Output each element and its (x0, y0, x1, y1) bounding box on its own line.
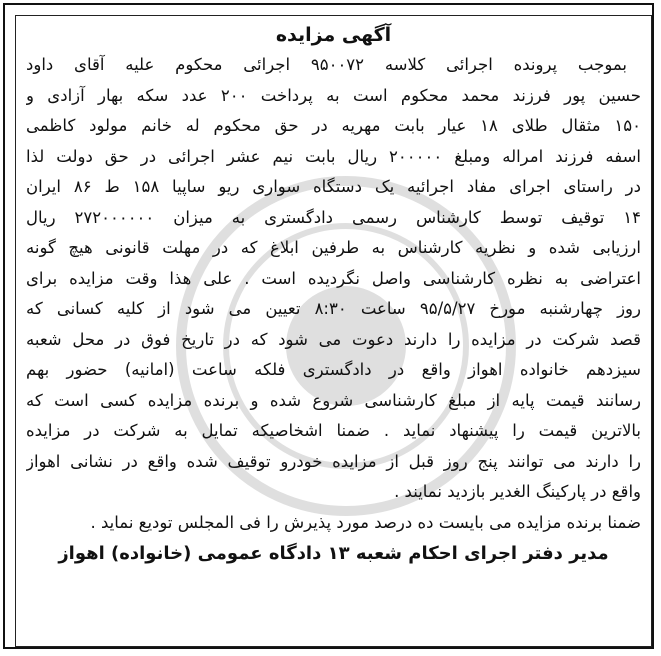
notice-title: آگهی مزایده (275, 24, 392, 46)
body-line-6: ۱۴ توقیف توسط کارشناس رسمی دادگستری به میزان ۲۷۲۰۰۰۰۰۰ ریال (26, 207, 641, 227)
body-line-9: روز چهارشنبه مورخ ۹۵/۵/۲۷ ساعت ۸:۳۰ تعیین می شود از کلیه کسانی که (26, 299, 641, 318)
inner-border (15, 15, 652, 647)
body-line-10: قصد شرکت در مزایده را دارند دعوت می شود که در تاریخ فوق در محل شعبه (26, 329, 641, 349)
body-line-11: سیزدهم خانواده اهواز واقع در دادگستری فلکه ساعت (امانیه) حضور بهم (26, 360, 641, 379)
body-line-3: ۱۵۰ مثقال طلای ۱۸ عیار بابت مهریه در حق محکوم له خانم مولود کاظمی (26, 116, 641, 135)
body-line-1: بموجب پرونده اجرائی کلاسه ۹۵۰۰۷۲ اجرائی محکوم علیه آقای داود (26, 55, 627, 74)
notice-content (26, 20, 641, 642)
signature-line: مدیر دفتر اجرای احکام شعبه ۱۳ دادگاه عمومی (خانواده) اهواز (58, 543, 609, 564)
body-line-4: اسفه فرزند امراله ومبلغ ۲۰۰۰۰۰ ریال بابت نیم عشر اجرائی در حق دولت لذا (26, 146, 641, 166)
body-line-15: واقع در پارکینگ الغدیر بازدید نمایند . (394, 482, 641, 501)
body-line-8: اعتراضی به نظره کارشناسی واصل نگردیده است . علی هذا وقت مزایده برای (26, 268, 641, 288)
body-line-2: حسین پور فرزند محمد محکوم است به پرداخت ۲۰۰ عدد سکه بهار آزادی و (26, 85, 641, 105)
body-line-7: ارزیابی شده و نظریه کارشناس به طرفین ابلاغ که در مهلت قانونی هیچ گونه (26, 238, 641, 257)
deposit-note: ضمنا برنده مزایده می بایست ده درصد مورد پذیرش را فی المجلس توديع نماید . (90, 512, 641, 532)
body-line-14: را دارند می توانند پنج روز قبل از مزایده خودرو توقیف شده واقع در نشانی اهواز (26, 451, 641, 471)
body-line-5: در راستای اجرای مفاد اجرائیه یک دستگاه سواری ریو ساپیا ۱۵۸ ط ۸۶ ایران (26, 177, 641, 196)
body-line-13: بالاترین قیمت را پیشنهاد نماید . ضمنا اشخاصیکه تمایل به شرکت در مزایده (26, 421, 641, 440)
body-line-12: رسانند قیمت پایه از مبلغ کارشناسی شروع شده و برنده مزایده کسی است که (26, 390, 641, 410)
outer-border (3, 3, 654, 649)
